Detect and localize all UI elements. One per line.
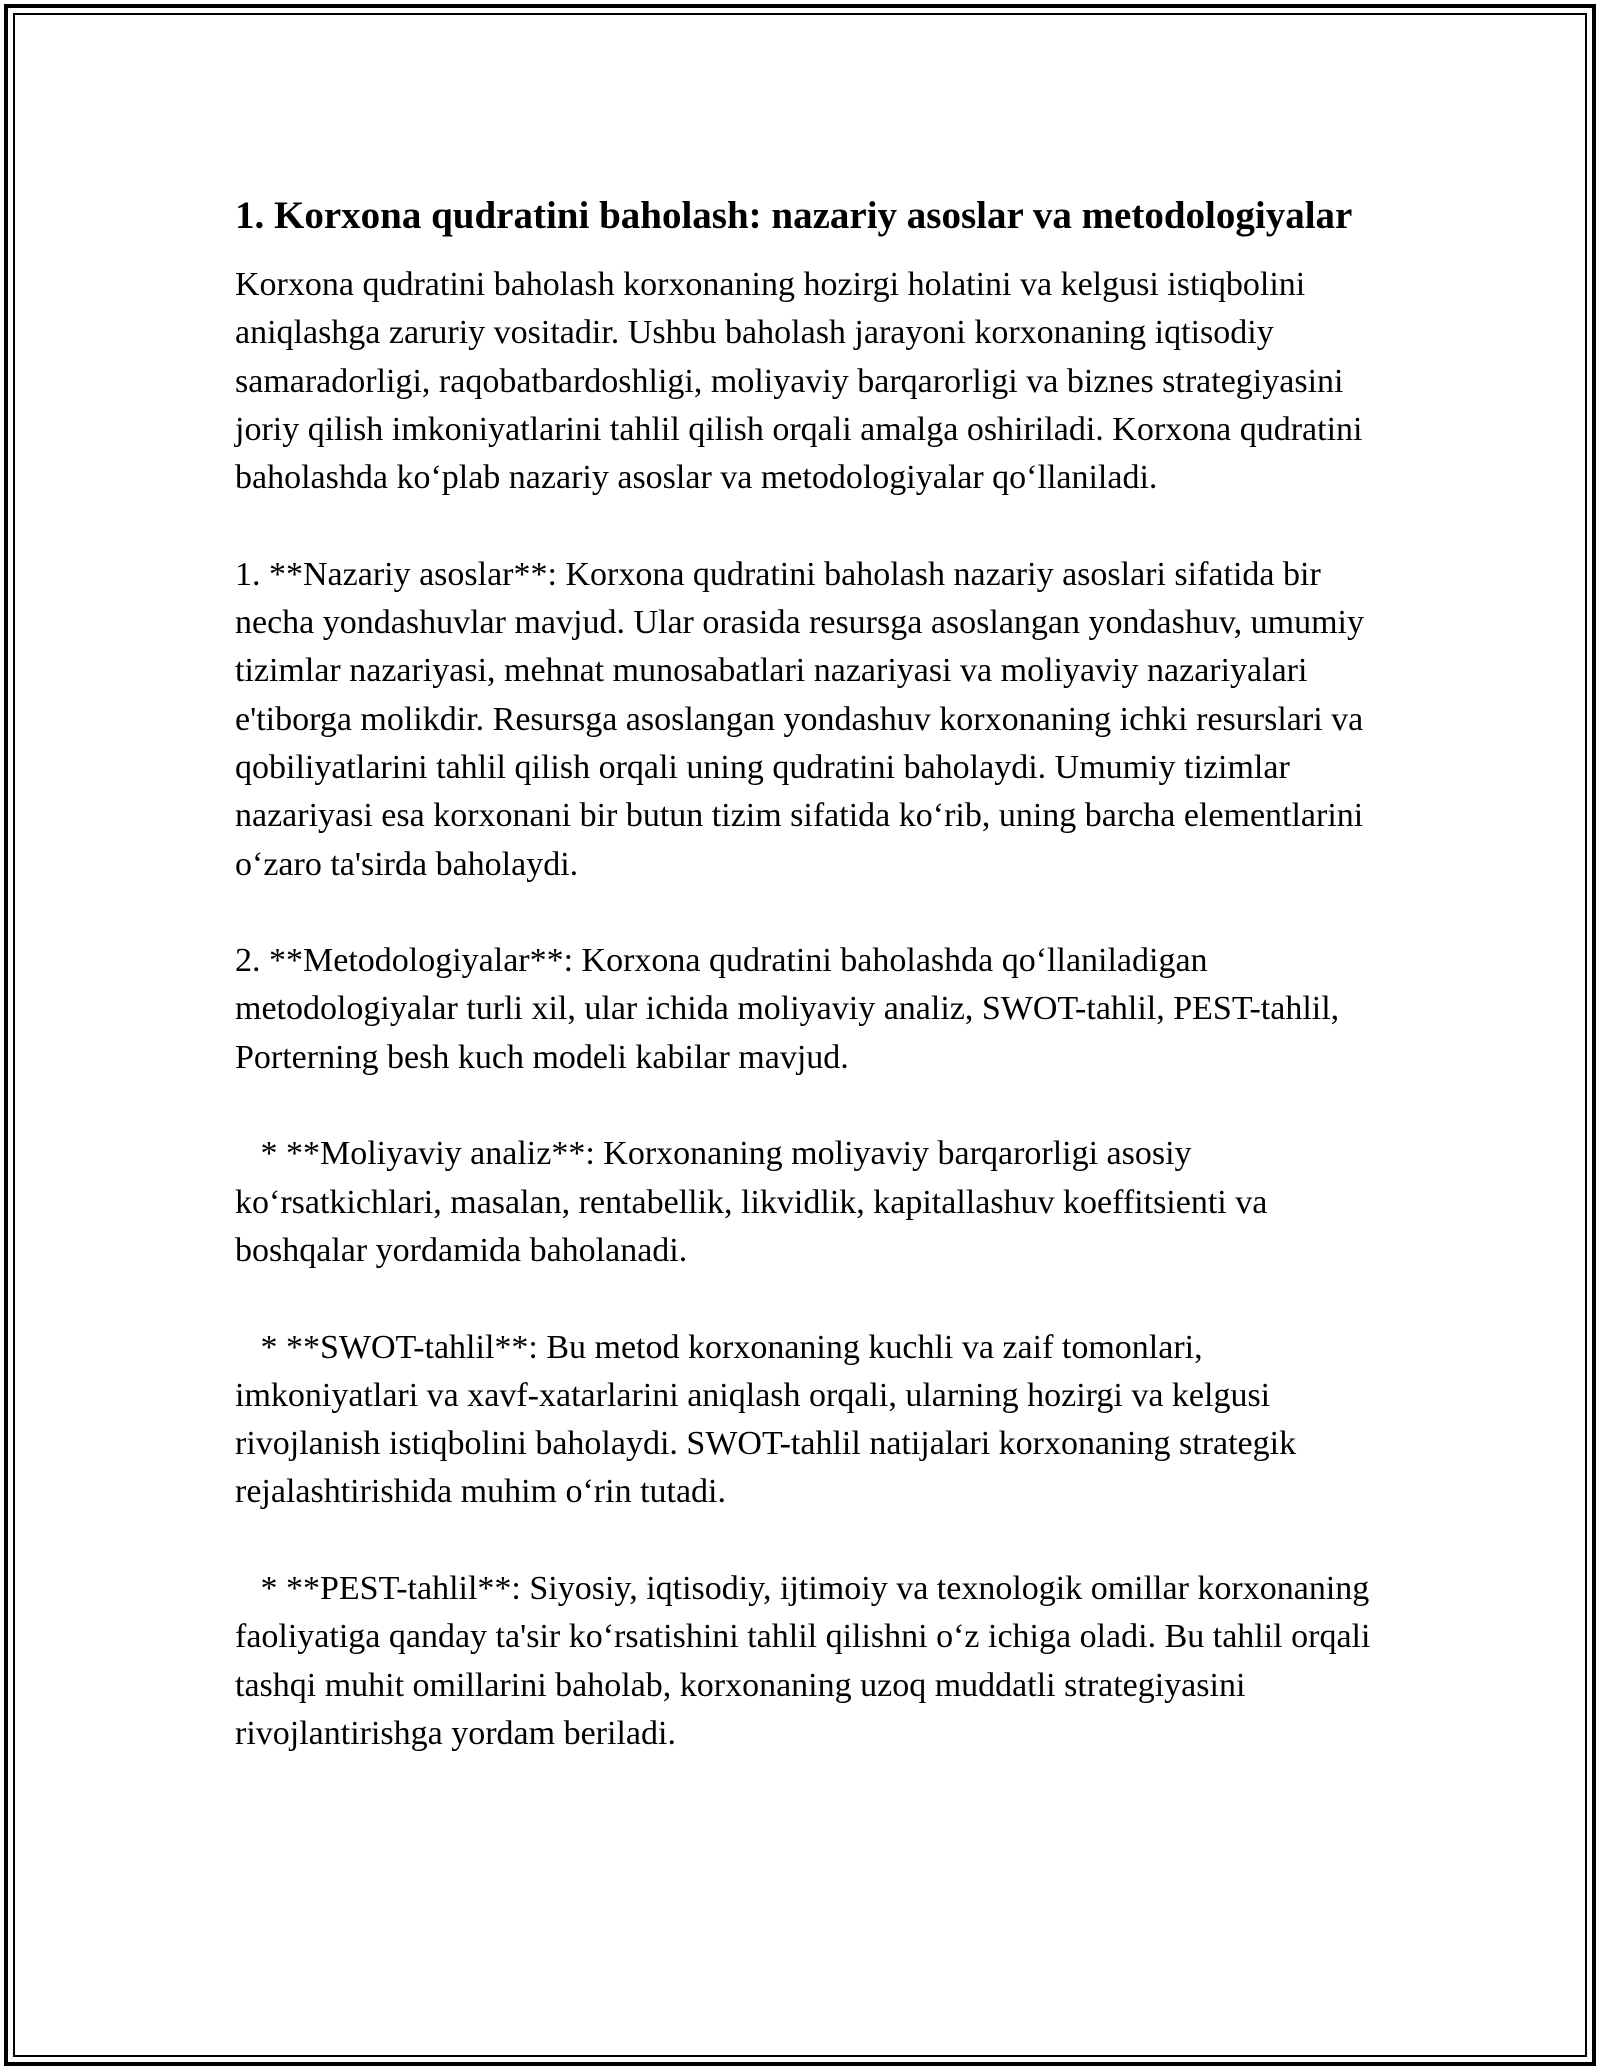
document-body bbox=[235, 188, 1379, 1807]
document-title: 1. Korxona qudratini baholash: nazariy asoslar va metodologiyalar bbox=[235, 194, 1353, 237]
swot-analysis-item: * **SWOT-tahlil**: Bu metod korxonaning kuchli va zaif tomonlari, imkoniyatlari va xavf-xatarlarini aniqlash orqali, ularning hozirgi va kelgusi rivojlanish istiqbolini baholaydi. SWOT-tahlil natijalari korxonaning strategik rejalashtirishida muhim oʻrin tutadi. bbox=[235, 1328, 1305, 1511]
intro-paragraph: Korxona qudratini baholash korxonaning hozirgi holatini va kelgusi istiqbolini aniqlashga zaruriy vositadir. Ushbu baholash jarayoni korxonaning iqtisodiy samaradorligi, raqobatbardoshligi, moliyaviy barqarorligi va biznes strategiyasini joriy qilish imkoniyatlarini tahlil qilish orqali amalga oshiriladi. Korxona qudratini baholashda koʻplab nazariy asoslar va metodologiyalar qoʻllaniladi. bbox=[235, 266, 1371, 497]
methodologies-paragraph: 2. **Metodologiyalar**: Korxona qudratini baholashda qoʻllaniladigan metodologiyalar turli xil, ular ichida moliyaviy analiz, SWOT-tahlil, PEST-tahlil, Porterning besh kuch modeli kabilar mavjud. bbox=[235, 942, 1348, 1076]
financial-analysis-item: * **Moliyaviy analiz**: Korxonaning moliyaviy barqarorligi asosiy koʻrsatkichlari, masalan, rentabellik, likvidlik, kapitallashuv koeffitsienti va boshqalar yordamida baholanadi. bbox=[235, 1135, 1276, 1269]
theoretical-basis-paragraph: 1. **Nazariy asoslar**: Korxona qudratini baholash nazariy asoslari sifatida bir necha yondashuvlar mavjud. Ular orasida resursga asoslangan yondashuv, umumiy tizimlar nazariyasi, mehnat munosabatlari nazariyasi va moliyaviy nazariyalari e'tiborga molikdir. Resursga asoslangan yondashuv korxonaning ichki resurslari va qobiliyatlarini tahlil qilish orqali uning qudratini baholaydi. Umumiy tizimlar nazariyasi esa korxonani bir butun tizim sifatida koʻrib, uning barcha elementlarini oʻzaro ta'sirda baholaydi. bbox=[235, 555, 1373, 883]
pest-analysis-item: * **PEST-tahlil**: Siyosiy, iqtisodiy, ijtimoiy va texnologik omillar korxonaning faoliyatiga qanday ta'sir koʻrsatishini tahlil qilishni oʻz ichiga oladi. Bu tahlil orqali tashqi muhit omillarini baholab, korxonaning uzoq muddatli strategiyasini rivojlantirishga yordam beriladi. bbox=[235, 1570, 1379, 1752]
